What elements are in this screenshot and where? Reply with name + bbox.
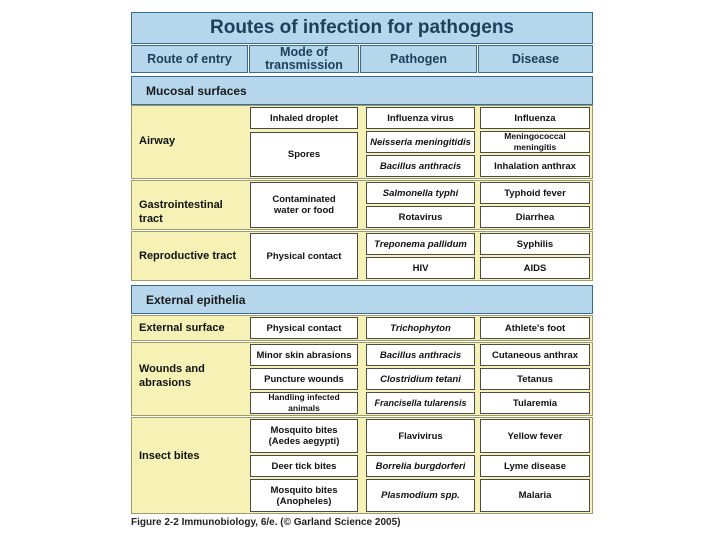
section-mucosal-surfaces: Mucosal surfaces [131, 76, 593, 105]
route-airway: Airway [139, 135, 176, 147]
mode-cell: Physical contact [250, 233, 358, 279]
disease-cell: Tularemia [480, 392, 590, 414]
pathogen-cell: Treponema pallidum [366, 233, 475, 255]
disease-cell: AIDS [480, 257, 590, 279]
pathogen-cell: Neisseria meningitidis [366, 131, 475, 153]
header-mode: Mode of transmission [249, 45, 359, 73]
table-title: Routes of infection for pathogens [131, 12, 593, 44]
pathogen-cell: Salmonella typhi [366, 182, 475, 204]
mode-cell: Minor skin abrasions [250, 344, 358, 366]
mode-cell: Mosquito bites (Aedes aegypti) [250, 419, 358, 453]
mode-cell: Contaminated water or food [250, 182, 358, 228]
disease-cell: Meningococcal meningitis [480, 131, 590, 153]
disease-cell: Tetanus [480, 368, 590, 390]
disease-cell: Influenza [480, 107, 590, 129]
mode-cell: Mosquito bites (Anopheles) [250, 479, 358, 512]
disease-cell: Malaria [480, 479, 590, 512]
pathogen-cell: HIV [366, 257, 475, 279]
disease-cell: Cutaneous anthrax [480, 344, 590, 366]
header-disease: Disease [478, 45, 593, 73]
mode-cell: Puncture wounds [250, 368, 358, 390]
disease-cell: Typhoid fever [480, 182, 590, 204]
figure-caption: Figure 2-2 Immunobiology, 6/e. (© Garland Science 2005) [131, 517, 401, 528]
header-pathogen: Pathogen [360, 45, 477, 73]
section-external-epithelia: External epithelia [131, 285, 593, 314]
mode-cell: Deer tick bites [250, 455, 358, 477]
disease-cell: Inhalation anthrax [480, 155, 590, 177]
disease-cell: Syphilis [480, 233, 590, 255]
disease-cell: Yellow fever [480, 419, 590, 453]
disease-cell: Diarrhea [480, 206, 590, 228]
pathogen-cell: Francisella tularensis [366, 392, 475, 414]
pathogen-cell: Borrelia burgdorferi [366, 455, 475, 477]
pathogen-cell: Influenza virus [366, 107, 475, 129]
route-wounds-and-abrasions: Wounds and abrasions [139, 363, 205, 389]
pathogen-cell: Trichophyton [366, 317, 475, 339]
route-gastrointestinal-tract: Gastrointestinal tract [139, 199, 223, 225]
header-route: Route of entry [131, 45, 248, 73]
mode-cell: Spores [250, 132, 358, 177]
disease-cell: Lyme disease [480, 455, 590, 477]
mode-cell: Inhaled droplet [250, 107, 358, 129]
pathogen-cell: Plasmodium spp. [366, 479, 475, 512]
pathogen-cell: Bacillus anthracis [366, 155, 475, 177]
pathogen-cell: Rotavirus [366, 206, 475, 228]
pathogen-cell: Flavivirus [366, 419, 475, 453]
route-reproductive-tract: Reproductive tract [139, 250, 237, 262]
route-external-surface: External surface [139, 322, 225, 334]
route-insect-bites: Insect bites [139, 450, 200, 462]
mode-cell: Handling infected animals [250, 392, 358, 414]
pathogen-cell: Clostridium tetani [366, 368, 475, 390]
pathogen-cell: Bacillus anthracis [366, 344, 475, 366]
mode-cell: Physical contact [250, 317, 358, 339]
disease-cell: Athlete's foot [480, 317, 590, 339]
